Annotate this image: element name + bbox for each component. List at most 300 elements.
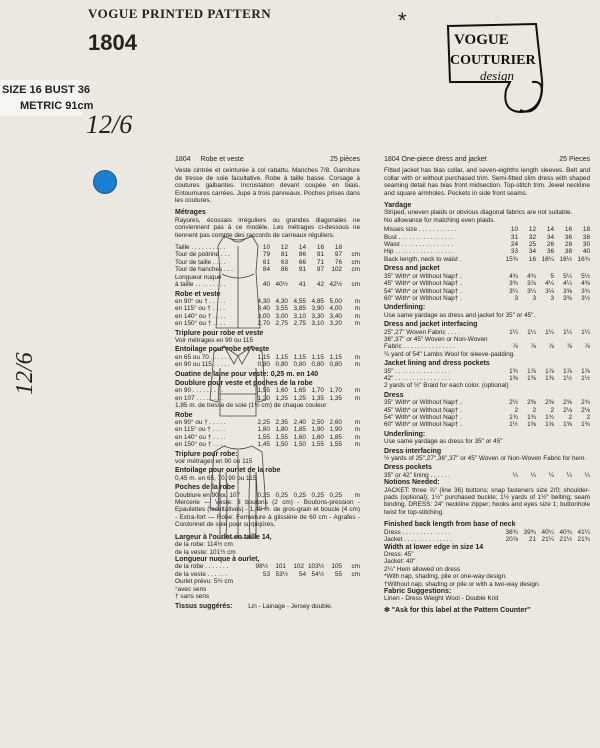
row-values (504, 343, 590, 350)
row-value: 3,40 (329, 312, 342, 320)
row-label: 35" With* or Without Nap† . (384, 272, 462, 280)
row-value: 1,25 (293, 394, 306, 402)
row-value: 3,10 (293, 312, 306, 320)
measure-row (384, 295, 590, 302)
blue-dot-sticker (93, 170, 117, 194)
no-allowance: No allowance for matching even plaids. (384, 216, 496, 224)
row-value: 1,15 (329, 353, 342, 361)
row-value: 4¾ (509, 272, 518, 280)
row-value: 1⅞ (581, 367, 590, 375)
english-title: 1804 One-piece dress and jacket (384, 156, 487, 163)
row-value: 12 (528, 226, 536, 234)
row-value: 32 (528, 233, 536, 241)
row-value: 1⅝ (527, 421, 536, 429)
row-value: 34 (546, 233, 554, 241)
row-label: en 90 ou 115 . . . . . (175, 361, 230, 369)
row-value: 15¾ (505, 255, 518, 263)
row-value: 16¼ (541, 255, 554, 263)
largeur-line: de la robe: 114½ cm (175, 541, 233, 549)
row-value: 1,15 (311, 353, 324, 361)
row-values (256, 571, 360, 578)
row-label: 35" With* or Without Nap† . (384, 399, 462, 407)
row-value: 0,25 (311, 491, 324, 499)
row-value: m (354, 305, 360, 313)
row-label: de la robe . . . . . . . (175, 563, 229, 571)
row-value: 1⅝ (563, 421, 572, 429)
row-value: ⅞ (548, 343, 554, 351)
row-value: 0,80 (275, 361, 288, 369)
row-value: 0,80 (293, 361, 306, 369)
row-value: 5,00 (329, 297, 342, 305)
row-value: 21½ (559, 536, 572, 544)
vogue-couturier-logo (440, 20, 548, 118)
section-note: ¼ yard of 54" Lambs Wool for sleeve-padding. (384, 350, 516, 358)
row-value: 3,55 (275, 305, 288, 313)
row-value: 81 (280, 251, 288, 259)
row-value: 21 (528, 536, 536, 544)
row-value: 1⅝ (545, 421, 554, 429)
row-value: 91 (298, 266, 306, 274)
row-value: 10 (262, 244, 270, 252)
row-value: 1,70 (311, 387, 324, 395)
row-value: ¼ (584, 471, 590, 479)
measure-row (384, 329, 590, 336)
row-value: 3 (550, 294, 554, 302)
measure-row (384, 399, 590, 406)
row-label: Tour de hanches . . . (175, 266, 233, 274)
metrages-note: Rayures, écossais irréguliers ou grandes diagonales ne conviennent pas à ce modèle. Les métrages ci-dessous ne tiennent pas compte des raccords de carreaux réguliers. (175, 216, 360, 239)
row-values (504, 234, 590, 241)
row-value: 3⅞ (527, 280, 536, 288)
row-value: 2 (514, 406, 518, 414)
yardage-section (384, 304, 590, 319)
row-value: 2⅝ (527, 399, 536, 407)
row-value: cm (351, 258, 360, 266)
row-value: 42 (316, 281, 324, 289)
row-value: 2 (532, 406, 536, 414)
row-value: 40 (262, 281, 270, 289)
row-value: 3,00 (257, 312, 270, 320)
row-value: 3¾ (581, 287, 590, 295)
row-value: 14 (298, 244, 306, 252)
width-line: Dress: 45" (384, 550, 414, 558)
measure-row (384, 248, 590, 255)
row-value: 40½ (275, 281, 288, 289)
french-pieces: 25 pièces (330, 156, 360, 163)
row-value: m (354, 297, 360, 305)
row-label: de la veste . . . . . . (175, 570, 228, 578)
row-value: 1,60 (275, 387, 288, 395)
row-label: 54" With* or Without Nap† . (384, 287, 462, 295)
footer-note: ✻ "Ask for this label at the Pattern Counter" (384, 606, 531, 614)
row-values (504, 295, 590, 302)
row-value: 14 (546, 226, 554, 234)
row-values (504, 288, 590, 295)
row-value: 42½ (329, 281, 342, 289)
star-mark: * (398, 8, 407, 33)
row-value: 4,00 (329, 305, 342, 313)
yardage-section (384, 464, 590, 479)
yardage-section (384, 321, 590, 358)
french-head (175, 156, 360, 163)
row-value: 1,90 (329, 426, 342, 434)
fabric-title: Fabric Suggestions: (384, 587, 452, 595)
row-value: 30 (582, 241, 590, 249)
row-label: 60" With* or Without Nap† . (384, 294, 462, 302)
row-value: cm (351, 570, 360, 578)
row-value: 4¾ (527, 272, 536, 280)
french-description: Veste cintrée et ceinturée à col rabattu. Manches 7/8. Garniture de tresse de soie facultative. Robe à taille basse. Corsage à coutures galbantes. Incrustation devant coupée en biais. Entournures carrées. Jupe à trois panneaux. Poches prises dans les coutures. (175, 167, 360, 205)
row-value: 54½ (311, 570, 324, 578)
english-pieces: 25 Pieces (559, 156, 590, 163)
row-value: 36 (546, 248, 554, 256)
row-value: 12 (280, 244, 288, 252)
row-label: en 140° ou † . . . . (175, 433, 226, 441)
row-value: 1¼ (509, 328, 518, 336)
row-value: ¼ (512, 471, 518, 479)
row-values (504, 421, 590, 428)
section-note: 2 yards of ½" Braid for each color. (optional) (384, 382, 509, 390)
garment-sketches (204, 232, 272, 558)
row-value: 61 (262, 258, 270, 266)
section-title: Robe et veste (175, 290, 221, 298)
row-value: 1,50 (293, 441, 306, 449)
row-value: 2⅝ (545, 399, 554, 407)
row-values (504, 329, 590, 336)
row-value: 1,85 (329, 433, 342, 441)
row-value: m (354, 394, 360, 402)
row-label: 42" . . . . . . . . . . . . . . . . (384, 374, 451, 382)
row-value: 16 (564, 226, 572, 234)
row-label: Taille . . . . . . . . . . (175, 244, 226, 252)
row-value: cm (351, 281, 360, 289)
section-title: Dress (384, 391, 404, 399)
row-value: 25 (528, 241, 536, 249)
row-value: 79 (262, 251, 270, 259)
row-label: Tour de poitrine . . . (175, 251, 230, 259)
row-values (504, 407, 590, 414)
row-value: 1⅜ (545, 374, 554, 382)
row-value: 2⅛ (563, 406, 572, 414)
row-value: 28 (564, 241, 572, 249)
row-values (504, 375, 590, 382)
row-value: ¼ (548, 471, 554, 479)
section-title: Entoilage pour robe et veste (175, 346, 270, 354)
row-value: 1,90 (311, 426, 324, 434)
row-value: 16½ (559, 255, 572, 263)
row-value: 33 (510, 248, 518, 256)
row-value: 0,25 (329, 491, 342, 499)
row-values (504, 280, 590, 287)
row-value: 2,50 (311, 419, 324, 426)
row-value: 3¼ (527, 287, 536, 295)
yardage-section (384, 392, 590, 429)
row-value: 103½ (308, 563, 324, 571)
row-value: 3,10 (311, 320, 324, 328)
row-value: 3⅜ (563, 294, 572, 302)
row-value (346, 244, 360, 251)
measure-row (384, 256, 590, 263)
row-value: 3¼ (509, 287, 518, 295)
row-value: 20⅞ (505, 536, 518, 544)
row-value: 1,35 (329, 394, 342, 402)
row-value: 84 (262, 266, 270, 274)
row-value: 1,70 (329, 387, 342, 395)
row-value: 1½ (563, 374, 572, 382)
row-value: 40¼ (541, 528, 554, 536)
row-value: 1⅜ (527, 374, 536, 382)
row-value: 10 (510, 226, 518, 234)
section-title: Jacket lining and dress pockets (384, 360, 490, 368)
yardage-heading: Yardage (384, 202, 412, 210)
yardage-section (384, 360, 590, 390)
row-value: 4¼ (545, 280, 554, 288)
row-value: 34 (528, 248, 536, 256)
measure-row (384, 280, 590, 287)
size-line: SIZE 16 BUST 36 (2, 84, 91, 96)
row-value: 97 (334, 251, 342, 259)
section-note: 0,45 m. en 65, 70, 90 ou 115 (175, 474, 257, 482)
dress-sketch (216, 236, 260, 328)
row-value: 3½ (581, 294, 590, 302)
row-label: en 90 . . . . . . . . . (175, 387, 223, 395)
row-value: 1,55 (257, 387, 270, 395)
row-value: 1½ (581, 374, 590, 382)
measure-row (384, 241, 590, 248)
section-title: Dress interfacing (384, 447, 442, 455)
row-value: 0,25 (293, 491, 306, 499)
row-value: 1¼ (563, 328, 572, 336)
measure-row (384, 288, 590, 295)
row-value: 98½ (255, 563, 268, 571)
handwritten-price: 12/6 (86, 110, 133, 139)
measure-row (384, 472, 590, 479)
row-value: 38 (564, 248, 572, 256)
row-value: 3⅓ (545, 287, 554, 295)
section-note: Use same yardage as dress for 35" or 45" (384, 438, 503, 446)
section-title: Underlining: (384, 430, 426, 438)
row-value: 1,80 (257, 426, 270, 434)
row-value: 3,40 (257, 305, 270, 313)
row-label: 35" . . . . . . . . . . . . . . . . (384, 367, 451, 375)
row-value: 1½ (509, 421, 518, 429)
row-value: m (354, 419, 360, 426)
row-value: 3,20 (329, 320, 342, 328)
measure-row (384, 273, 590, 280)
width-line: Jacket: 40" (384, 558, 416, 566)
row-value: 1,20 (257, 394, 270, 402)
row-label: Back length, neck to waist . (384, 255, 462, 263)
row-value: m (354, 312, 360, 320)
row-value: 3¾ (509, 280, 518, 288)
row-value: 1⅜ (509, 374, 518, 382)
row-label: Hip . . . . . . . . . . . . . . . . . (384, 248, 454, 256)
row-value: 3 (532, 294, 536, 302)
jacket-back-sketch (210, 446, 266, 538)
row-value: m (354, 491, 360, 499)
section-title: Entoilage pour ourlet de la robe (175, 467, 281, 475)
row-value: ⅞ (530, 343, 536, 351)
row-value: 38 (582, 233, 590, 241)
section-title: Underlining: (384, 304, 426, 312)
row-value: m (354, 387, 360, 395)
row-value: 1,85 (293, 426, 306, 434)
row-value: 4,85 (311, 297, 324, 305)
row-value: 4,55 (293, 297, 306, 305)
row-values (504, 529, 590, 536)
measure-row (384, 368, 590, 375)
mercerie-text: Mercerie — Veste: 3 boutons (2 cm) - Boutons-pression - Epaulettes (facultatives) - 1,40 m. de gros-grain et boucle (4 cm) - Extra-fort — Robe: Fermeture à glissière de 60 cm - Agrafes - Cordonnet de soie pour surpiqûres. (175, 499, 360, 529)
row-value: 21¼ (541, 536, 554, 544)
row-value: 0,25 (275, 491, 288, 499)
logo-word-couturier: COUTURIER (450, 53, 536, 68)
row-value: 105 (331, 563, 342, 571)
row-value: 1,15 (293, 353, 306, 361)
row-value: cm (351, 266, 360, 274)
row-value: 31 (510, 233, 518, 241)
row-value: 26 (546, 241, 554, 249)
row-value: 91 (316, 251, 324, 259)
measure-row (384, 536, 590, 543)
row-value: 53½ (275, 570, 288, 578)
jacket-front-sketch (210, 346, 266, 416)
row-label: 45" With* or Without Nap† . (384, 406, 462, 414)
row-value: 16 (528, 255, 536, 263)
english-size-table (384, 226, 590, 263)
row-label: 36",37" or 45" Woven or Non-Woven (384, 335, 488, 343)
row-values (504, 399, 590, 406)
row-value: 76 (334, 258, 342, 266)
row-label: en 90° ou † . . . . . (175, 419, 226, 426)
measure-row (384, 234, 590, 241)
row-value: cm (351, 563, 360, 571)
row-value: 3 (514, 294, 518, 302)
measure-row (384, 421, 590, 428)
row-values (504, 273, 590, 280)
row-value: 16 (316, 244, 324, 252)
section-title: Triplure pour robe: (175, 450, 238, 458)
row-value: 1,45 (257, 441, 270, 449)
row-label: Fabric . . . . . . . . . . . . . . . (384, 343, 456, 351)
row-value: 1¼ (581, 328, 590, 336)
row-value: 2 (568, 414, 572, 421)
row-label: Bust . . . . . . . . . . . . . . . . (384, 233, 454, 241)
row-value: 1,65 (293, 387, 306, 395)
section-title: Dress and jacket interfacing (384, 321, 478, 329)
row-value: 2,35 (275, 419, 288, 426)
row-value: 5¼ (563, 272, 572, 280)
section-title: Dress and jacket (384, 265, 440, 273)
row-label: en 150° ou † . . . . (175, 320, 226, 328)
row-values (504, 472, 590, 479)
tissus-title: Tissus suggérés: (175, 603, 233, 611)
row-label: Misses size . . . . . . . . . . . (384, 226, 457, 234)
row-value: 63 (280, 258, 288, 266)
row-values (504, 368, 590, 375)
largeur-line: de la veste: 101½ cm (175, 548, 236, 556)
section-note: Use same yardage as dress and jacket for 35" or 45". (384, 311, 536, 319)
row-value: 0,80 (329, 361, 342, 369)
measure-row (384, 343, 590, 350)
row-label: en 65 ou 70 . . . . . . (175, 353, 231, 361)
row-value: m (354, 433, 360, 441)
logo-word-vogue: VOGUE (454, 32, 509, 48)
row-value: 5 (550, 272, 554, 280)
row-value: 2,60 (329, 419, 342, 426)
row-value: 1¾ (527, 414, 536, 421)
row-value: 2,25 (257, 419, 270, 426)
row-value: 1,35 (311, 394, 324, 402)
row-value: 41 (298, 281, 306, 289)
width-title: Width at lower edge in size 14 (384, 543, 484, 551)
row-value: 1,55 (311, 441, 324, 449)
row-value: 40 (582, 248, 590, 256)
row-label: Doublure en 90 ou 107 (175, 491, 241, 499)
row-value: 1,55 (257, 433, 270, 441)
ourlet-text: Ourlet prévu: 5½ cm (175, 578, 233, 586)
row-values (504, 256, 590, 263)
notions-text: JACKET: three ⅞" (line 36) buttons; snap fasteners size 2/0; shoulder-pads (optional); 1½" purchased buckle; 1½ yards of 1½" belting; seam binding. DRESS: 24" neckline zipper; hooks and eyes size 1; buttonhole twist for top-stitching. (384, 486, 590, 516)
row-label: 54" With* or Without Nap† . (384, 414, 462, 421)
row-label: en 115° ou † . . . . (175, 426, 226, 434)
row-values (504, 241, 590, 248)
row-value: 3,00 (275, 312, 288, 320)
row-value: ⅞ (512, 343, 518, 351)
french-title: Robe et veste (200, 156, 244, 163)
row-value: 102 (293, 563, 304, 571)
row-value: 86 (280, 266, 288, 274)
row-label: en 107 . . . . . . . . (175, 394, 223, 402)
yardage-section (384, 448, 590, 463)
row-value: 1,15 (275, 353, 288, 361)
row-values (254, 563, 360, 570)
row-value: 18 (582, 226, 590, 234)
row-value: 1,50 (275, 441, 288, 449)
hem-text: 2¼" Hem allowed on dress (384, 565, 461, 573)
row-value: 3,85 (293, 305, 306, 313)
notions-title: Notions Needed: (384, 479, 440, 487)
metric-line: METRIC 91cm (20, 100, 94, 112)
section-title: Dress pockets (384, 464, 432, 472)
measure-row (384, 414, 590, 421)
section-title: Triplure pour robe et veste (175, 329, 264, 337)
row-label: en 140° ou † . . . . (175, 312, 226, 320)
row-value: 4⅜ (581, 280, 590, 288)
section-note: ½ yards of 25",27",36",37" or 45" Woven or Non-Woven Fabric for hem. (384, 455, 587, 463)
row-value: 1¾ (509, 414, 518, 421)
finished-table (384, 529, 590, 544)
row-value: 1,25 (275, 394, 288, 402)
section-title: Doublure pour veste et poches de la robe (175, 379, 313, 387)
row-value: 86 (298, 251, 306, 259)
row-value: ⅞ (566, 343, 572, 351)
finished-title: Finished back length from base of neck (384, 521, 516, 529)
row-values (504, 248, 590, 255)
row-value: 16¾ (577, 255, 590, 263)
row-value: 2,40 (293, 419, 306, 426)
row-value: 1¼ (527, 328, 536, 336)
row-values (504, 536, 590, 543)
yardage-section (384, 265, 590, 302)
row-value: 53 (262, 570, 270, 578)
row-value: 2½ (509, 399, 518, 407)
row-value: 5½ (581, 272, 590, 280)
logo-word-design: design (480, 68, 514, 83)
measure-row (175, 571, 360, 578)
row-value: cm (351, 251, 360, 259)
row-label: Longueur nuque (175, 273, 222, 281)
row-value: 4¼ (563, 280, 572, 288)
